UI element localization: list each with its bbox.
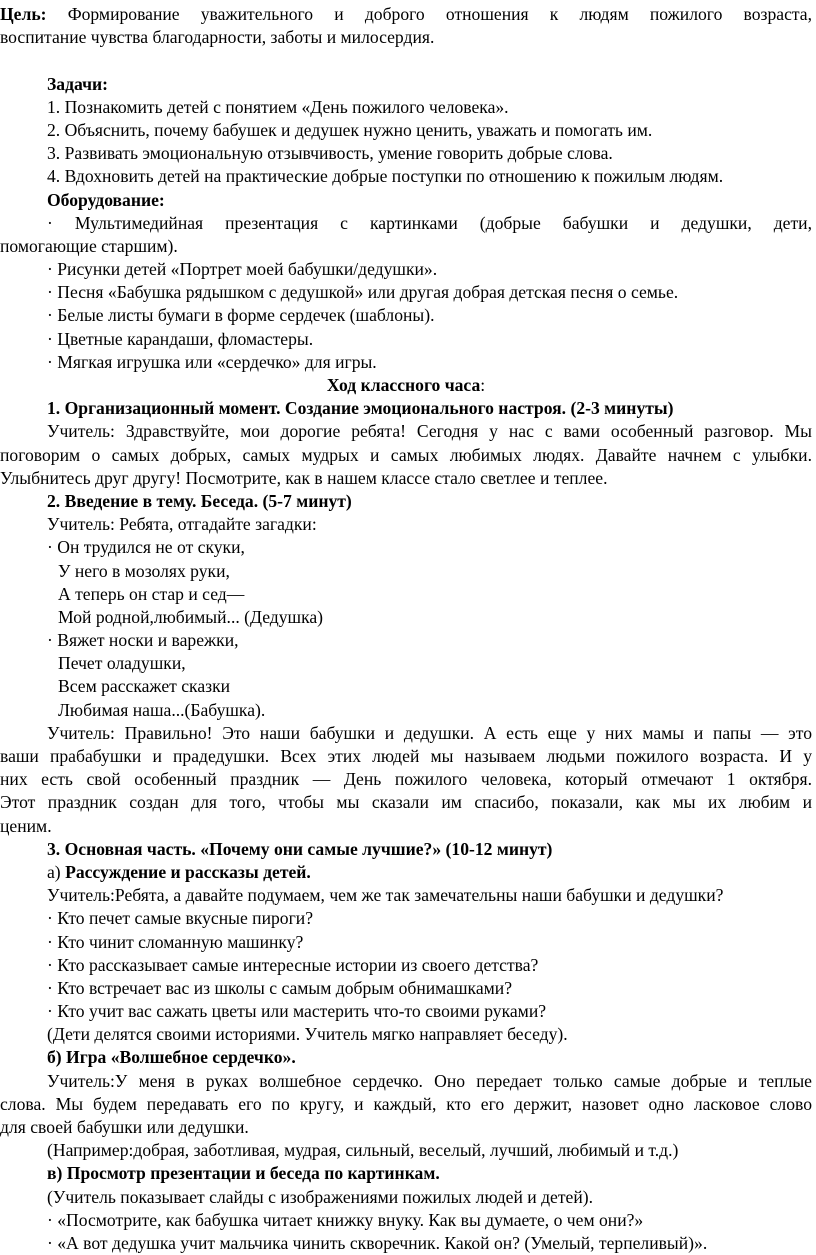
- part-c-title: в) Просмотр презентации и беседа по картинкам.: [47, 1163, 440, 1184]
- tasks-heading: Задачи:: [47, 73, 108, 94]
- equipment-item-cont: помогающие старшим).: [0, 235, 178, 256]
- section2-answer-line: ваши прабабушки и прадедушки. Всех этих людей мы называем людьми пожилого возраста. И у: [0, 746, 812, 766]
- equipment-item: · Мультимедийная презентация с картинками (добрые бабушки и дедушки, дети,: [47, 212, 812, 233]
- section2-answer-line: Учитель: Правильно! Это наши бабушки и дедушки. А есть еще у них мамы и папы — это: [47, 722, 812, 743]
- riddle-line: · Вяжет носки и варежки,: [47, 630, 239, 651]
- document-page: [0, 3, 812, 1255]
- course-title: Ход классного часа:: [326, 375, 486, 395]
- equipment-item: · Песня «Бабушка рядышком с дедушкой» или другая добрая детская песня о семье.: [47, 282, 679, 303]
- task-item: 1. Познакомить детей с понятием «День пожилого человека».: [47, 96, 509, 117]
- goal-label: Цель:: [0, 4, 47, 24]
- section2-answer-line: них есть свой особенный праздник — День пожилого человека, который отмечают 1 октября.: [0, 769, 812, 790]
- part-c-line: (Учитель показывает слайды с изображениями пожилых людей и детей).: [47, 1186, 594, 1207]
- spacer: [0, 49, 812, 72]
- part-b-example: (Например:добрая, заботливая, мудрая, сильный, веселый, лучший, любимый и т.д.): [47, 1140, 679, 1161]
- riddle-line: Печет оладушки,: [58, 653, 186, 674]
- question-item: · Кто печет самые вкусные пироги?: [47, 908, 314, 929]
- riddle-line: А теперь он стар и сед—: [58, 583, 245, 604]
- section1-line: поговорим о самых добрых, самых мудрых и самых любимых людях. Давайте начнем с улыбки.: [0, 444, 812, 465]
- goal-line-1: Цель: Формирование уважительного и доброго отношения к людям пожилого возраста,: [0, 4, 812, 24]
- section1-line: Улыбнитесь друг другу! Посмотрите, как в нашем классе стало светлее и теплее.: [0, 467, 608, 488]
- question-item: · Кто чинит сломанную машинку?: [47, 931, 304, 952]
- equipment-item: · Мягкая игрушка или «сердечко» для игры.: [47, 351, 377, 372]
- part-b-title: б) Игра «Волшебное сердечко».: [47, 1047, 296, 1068]
- section1-heading: 1. Организационный момент. Создание эмоционального настроя. (2-3 минуты): [47, 398, 674, 419]
- part-b-line: для своей бабушки или дедушки.: [0, 1117, 249, 1137]
- question-item: · Кто встречает вас из школы с самым добрым обнимашками?: [47, 977, 513, 998]
- riddle-line: Всем расскажет сказки: [58, 676, 231, 697]
- riddle-line: Любимая наша...(Бабушка).: [58, 699, 266, 720]
- part-c-line: · «Посмотрите, как бабушка читает книжку внуку. Как вы думаете, о чем они?»: [47, 1209, 644, 1230]
- part-a-intro: Учитель:Ребята, а давайте подумаем, чем же так замечательны наши бабушки и дедушки?: [47, 885, 724, 906]
- part-c-line: · «А вот дедушка учит мальчика чинить скворечник. Какой он? (Умелый, терпеливый)».: [47, 1232, 708, 1253]
- equipment-item: · Цветные карандаши, фломастеры.: [47, 328, 314, 349]
- section2-heading: 2. Введение в тему. Беседа. (5-7 минут): [47, 490, 352, 511]
- task-item: 3. Развивать эмоциональную отзывчивость, умение говорить добрые слова.: [47, 143, 613, 164]
- part-b-line: слова. Мы будем передавать его по кругу, и каждый, кто его держит, назовет одно ласковое слово: [0, 1093, 812, 1114]
- part-a-title: а) Рассуждение и рассказы детей.: [47, 861, 311, 882]
- equipment-item: · Белые листы бумаги в форме сердечек (шаблоны).: [47, 305, 435, 326]
- section3-heading: 3. Основная часть. «Почему они самые лучшие?» (10-12 минут): [47, 838, 553, 859]
- task-item: 4. Вдохновить детей на практические добрые поступки по отношению к пожилым людям.: [47, 166, 724, 187]
- riddle-line: У него в мозолях руки,: [58, 560, 230, 581]
- part-b-line: Учитель:У меня в руках волшебное сердечко. Оно передает только самые добрые и теплые: [47, 1070, 812, 1091]
- task-item: 2. Объяснить, почему бабушек и дедушек нужно ценить, уважать и помогать им.: [47, 119, 653, 140]
- riddle-line: Мой родной,любимый... (Дедушка): [58, 606, 324, 627]
- question-item: · Кто учит вас сажать цветы или мастерить что-то своими руками?: [47, 1001, 547, 1022]
- section1-line: Учитель: Здравствуйте, мои дорогие ребята! Сегодня у нас с вами особенный разговор. Мы: [47, 421, 812, 442]
- section2-intro: Учитель: Ребята, отгадайте загадки:: [47, 514, 317, 535]
- goal-line-2: воспитание чувства благодарности, заботы и милосердия.: [0, 27, 435, 48]
- section2-answer-line: ценим.: [0, 815, 52, 836]
- question-item: · Кто рассказывает самые интересные истории из своего детства?: [47, 954, 539, 975]
- part-a-note: (Дети делятся своими историями. Учитель мягко направляет беседу).: [47, 1024, 568, 1045]
- section2-answer-line: Этот праздник создан для того, чтобы мы сказали им спасибо, показали, как мы их любим и: [0, 792, 812, 813]
- equipment-item: · Рисунки детей «Портрет моей бабушки/дедушки».: [47, 259, 438, 280]
- equipment-heading: Оборудование:: [47, 189, 165, 210]
- riddle-line: · Он трудился не от скуки,: [47, 537, 245, 558]
